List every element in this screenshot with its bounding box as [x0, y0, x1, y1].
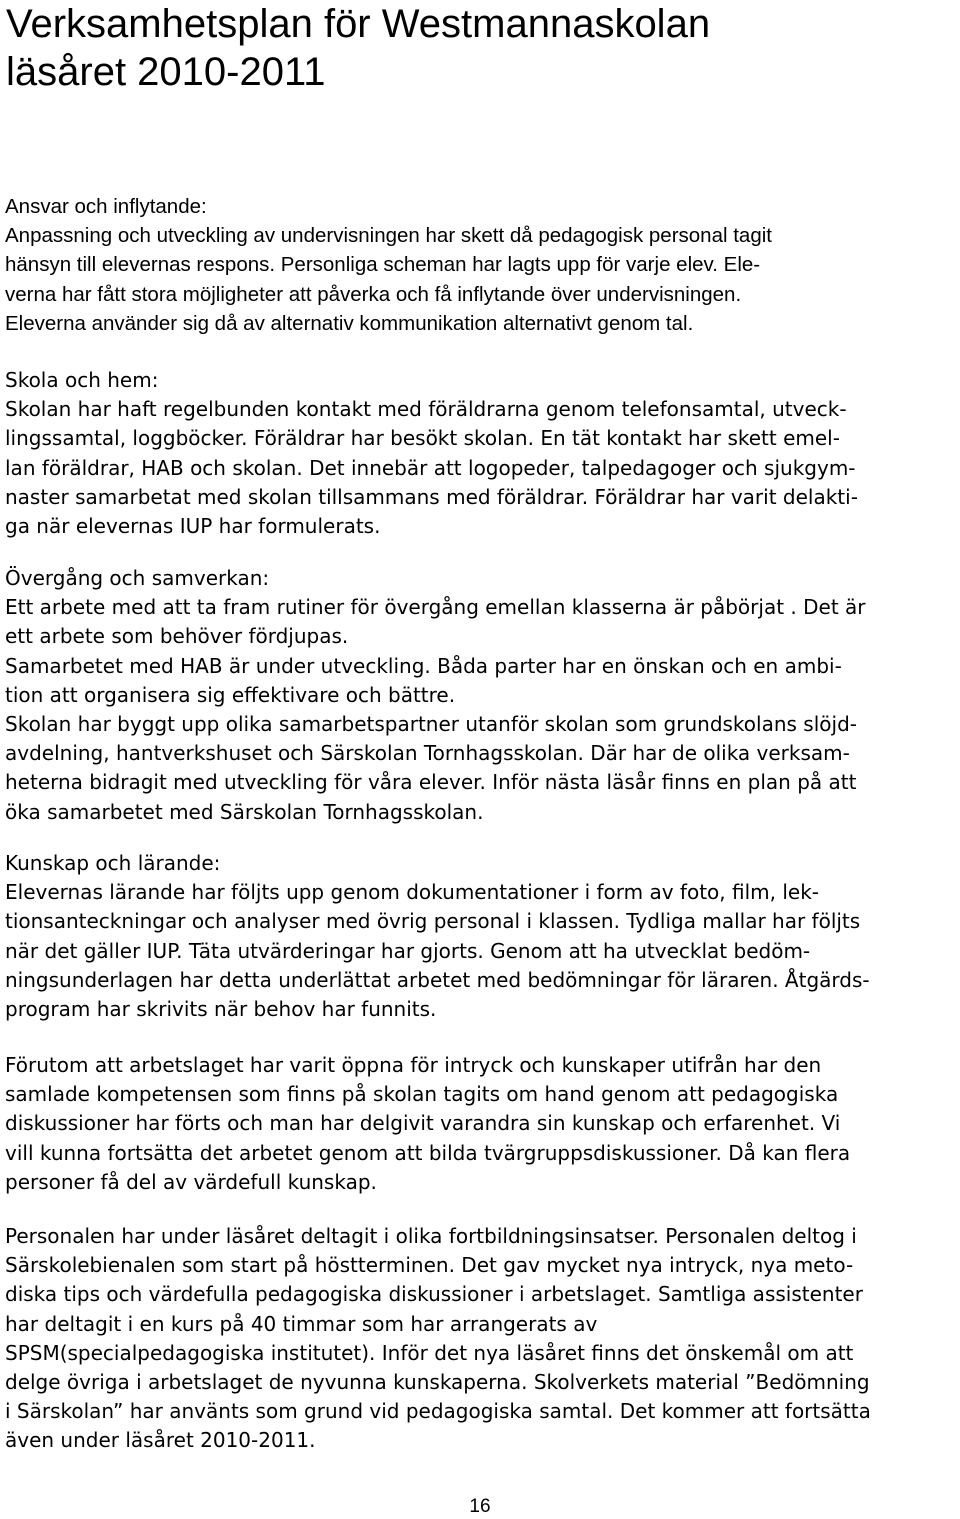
body-line: diskussioner har förts och man har delgivit varandra sin kunskap och erfarenhet. Vi	[5, 1111, 841, 1136]
section-ansvar-och-inflytande	[5, 192, 772, 338]
body-line: hänsyn till elevernas respons. Personliga scheman har lagts upp för varje elev. Ele-	[5, 253, 761, 277]
document-title	[6, 0, 710, 96]
body-line: tion att organisera sig effektivare och bättre.	[5, 682, 456, 707]
body-line: Skolan har byggt upp olika samarbetspartner utanför skolan som grundskolans slöjd-	[5, 712, 857, 737]
title-line: läsåret 2010-2011	[6, 50, 326, 94]
body-line: har deltagit i en kurs på 40 timmar som har arrangerats av	[5, 1311, 598, 1336]
section-heading: Kunskap och lärande:	[5, 851, 221, 875]
body-line: diska tips och värdefulla pedagogiska diskussioner i arbetslaget. Samtliga assistenter	[5, 1282, 863, 1307]
body-line: ga när elevernas IUP har formulerats.	[5, 514, 381, 539]
body-line: i Särskolan” har använts som grund vid pedagogiska samtal. Det kommer att fortsätta	[5, 1399, 871, 1424]
body-line: SPSM(specialpedagogiska institutet). Inför det nya läsåret finns det önskemål om att	[5, 1340, 854, 1365]
page-number: 16	[469, 1496, 491, 1517]
body-line: lan föräldrar, HAB och skolan. Det innebär att logopeder, talpedagoger och sjukgym-	[5, 455, 856, 480]
section-heading: Ansvar och inflytande:	[5, 195, 207, 218]
body-line: Anpassning och utveckling av undervisningen har skett då pedagogisk personal tagit	[5, 224, 772, 248]
body-line: personer få del av värdefull kunskap.	[5, 1169, 377, 1194]
section-heading: Övergång och samverkan:	[5, 566, 270, 590]
section-overgang-och-samverkan	[5, 564, 866, 827]
body-line: lingssamtal, loggböcker. Föräldrar har besökt skolan. En tät kontakt har skett emel-	[5, 426, 840, 451]
body-line: Samarbetet med HAB är under utveckling. Båda parter har en önskan och en ambi-	[5, 653, 842, 678]
body-line: öka samarbetet med Särskolan Tornhagsskolan.	[5, 799, 484, 824]
body-line: ningsunderlagen har detta underlättat arbetet med bedömningar för läraren. Åtgärds-	[5, 967, 870, 992]
section-heading: Skola och hem:	[5, 368, 159, 392]
body-line: heterna bidragit med utveckling för våra elever. Inför nästa läsår finns en plan på att	[5, 770, 857, 795]
body-line: Förutom att arbetslaget har varit öppna för intryck och kunskaper utifrån har den	[5, 1053, 822, 1077]
body-line: Elevernas lärande har följts upp genom dokumentationer i form av foto, film, lek-	[5, 880, 820, 905]
section-kunskap-och-larande	[5, 849, 870, 1024]
paragraph-kompetens	[5, 1051, 850, 1197]
body-line: Särskolebienalen som start på höstterminen. Det gav mycket nya intryck, nya meto-	[5, 1253, 854, 1278]
body-line: även under läsåret 2010-2011.	[5, 1428, 316, 1453]
body-line: program har skrivits när behov har funnits.	[5, 997, 437, 1022]
body-line: delge övriga i arbetslaget de nyvunna kunskaperna. Skolverkets material ”Bedömning	[5, 1370, 870, 1395]
body-line: naster samarbetat med skolan tillsammans med föräldrar. Föräldrar har varit delakti-	[5, 484, 858, 509]
body-line: tionsanteckningar och analyser med övrig personal i klassen. Tydliga mallar har följts	[5, 909, 861, 934]
body-line: Eleverna använder sig då av alternativ kommunikation alternativt genom tal.	[5, 311, 694, 335]
body-line: Skolan har haft regelbunden kontakt med föräldrarna genom telefonsamtal, utveck-	[5, 397, 847, 422]
body-line: verna har fått stora möjligheter att påverka och få inflytande över undervisningen.	[5, 282, 742, 306]
body-line: Personalen har under läsåret deltagit i olika fortbildningsinsatser. Personalen deltog i	[5, 1224, 857, 1248]
paragraph-fortbildning	[5, 1222, 871, 1456]
body-line: samlade kompetensen som finns på skolan tagits om hand genom att pedagogiska	[5, 1082, 839, 1107]
body-line: avdelning, hantverkshuset och Särskolan Tornhagsskolan. Där har de olika verksam-	[5, 741, 850, 766]
body-line: när det gäller IUP. Täta utvärderingar har gjorts. Genom att ha utvecklat bedöm-	[5, 938, 811, 963]
section-skola-och-hem	[5, 366, 858, 541]
body-line: Ett arbete med att ta fram rutiner för övergång emellan klasserna är påbörjat . Det är	[5, 595, 866, 620]
body-line: vill kunna fortsätta det arbetet genom att bilda tvärgruppsdiskussioner. Då kan flera	[5, 1140, 851, 1165]
title-line: Verksamhetsplan för Westmannaskolan	[6, 2, 711, 46]
body-line: ett arbete som behöver fördjupas.	[5, 624, 349, 649]
